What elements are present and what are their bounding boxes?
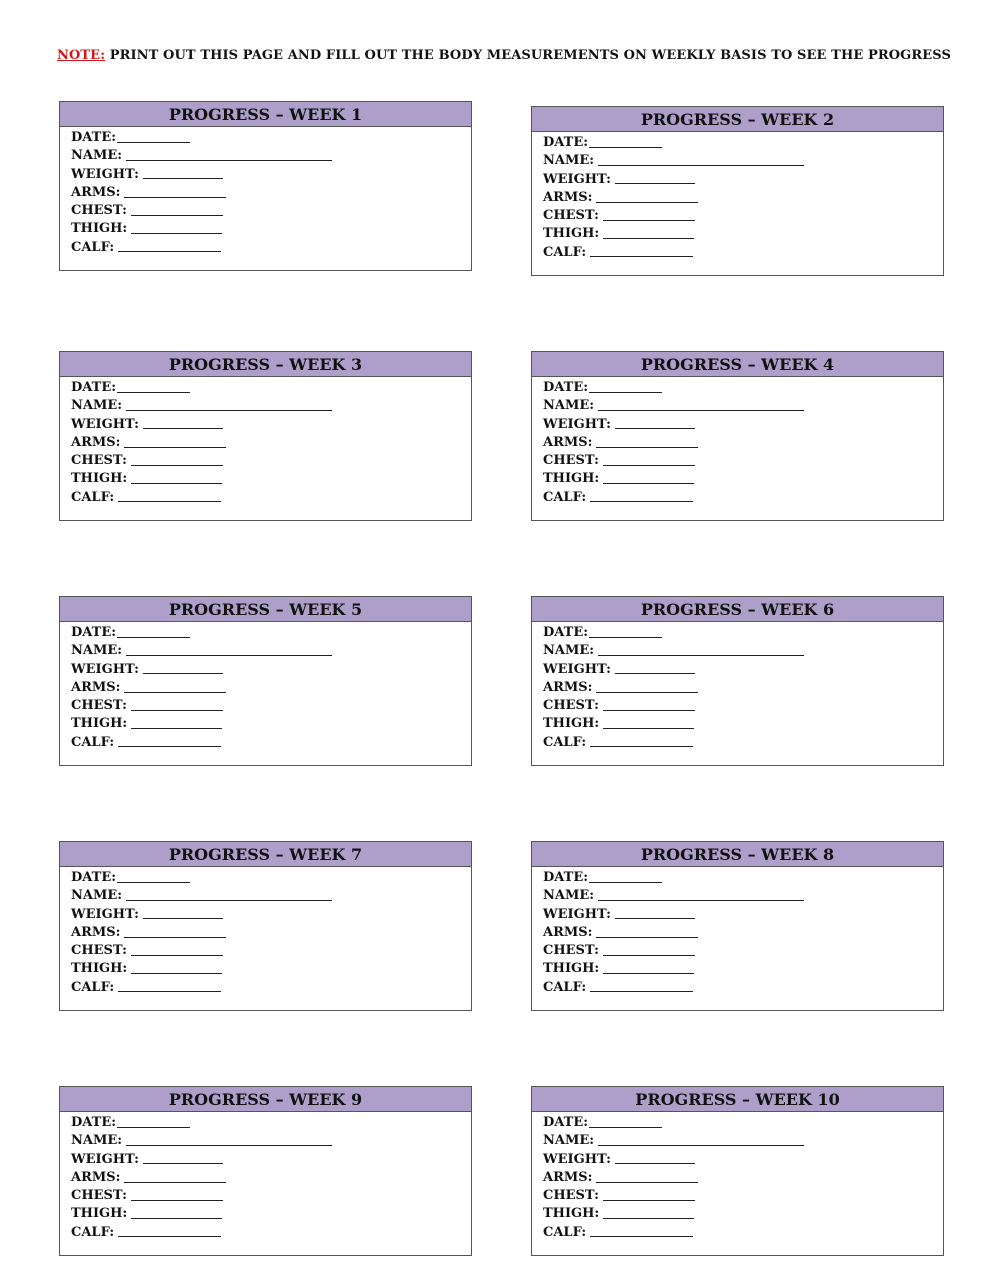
name-blank[interactable] <box>598 888 804 901</box>
name-field[interactable] <box>71 397 471 415</box>
card-title: PROGRESS – WEEK 3 <box>60 352 471 377</box>
chest-field[interactable] <box>543 207 943 225</box>
weight-field[interactable] <box>543 906 943 924</box>
calf-field[interactable] <box>543 489 943 507</box>
date-field[interactable] <box>71 379 471 397</box>
weight-label: WEIGHT: <box>543 906 611 922</box>
thigh-label: THIGH: <box>71 221 128 237</box>
calf-blank[interactable] <box>590 244 693 257</box>
arms-label: ARMS: <box>543 679 593 695</box>
progress-card-week-10 <box>531 1086 944 1256</box>
date-field[interactable] <box>543 379 943 397</box>
chest-field[interactable] <box>71 1187 471 1205</box>
weight-field[interactable] <box>543 1151 943 1169</box>
weight-blank[interactable] <box>615 171 695 184</box>
thigh-field[interactable] <box>71 220 471 238</box>
card-title: PROGRESS – WEEK 9 <box>60 1087 471 1112</box>
calf-field[interactable] <box>71 489 471 507</box>
thigh-field[interactable] <box>71 960 471 978</box>
calf-field[interactable] <box>71 734 471 752</box>
chest-label: CHEST: <box>71 203 127 219</box>
chest-field[interactable] <box>543 697 943 715</box>
weight-blank[interactable] <box>615 1151 695 1164</box>
arms-blank[interactable] <box>124 435 226 448</box>
arms-label: ARMS: <box>543 434 593 450</box>
date-field[interactable] <box>543 1114 943 1132</box>
arms-label: ARMS: <box>71 1169 121 1185</box>
calf-label: CALF: <box>71 239 115 255</box>
thigh-blank[interactable] <box>603 716 694 729</box>
thigh-label: THIGH: <box>543 226 600 242</box>
weight-label: WEIGHT: <box>543 416 611 432</box>
weight-label: WEIGHT: <box>543 171 611 187</box>
arms-field[interactable] <box>71 924 471 942</box>
name-blank[interactable] <box>126 398 332 411</box>
chest-label: CHEST: <box>71 698 127 714</box>
name-field[interactable] <box>543 152 943 170</box>
name-blank[interactable] <box>598 1133 804 1146</box>
thigh-blank[interactable] <box>603 1206 694 1219</box>
chest-field[interactable] <box>71 452 471 470</box>
arms-blank[interactable] <box>596 435 698 448</box>
thigh-label: THIGH: <box>543 471 600 487</box>
chest-field[interactable] <box>543 452 943 470</box>
arms-field[interactable] <box>543 924 943 942</box>
chest-label: CHEST: <box>71 943 127 959</box>
date-field[interactable] <box>71 624 471 642</box>
arms-label: ARMS: <box>71 434 121 450</box>
name-label: NAME: <box>71 888 123 904</box>
name-label: NAME: <box>71 643 123 659</box>
chest-field[interactable] <box>71 942 471 960</box>
progress-card-week-6 <box>531 596 944 766</box>
name-label: NAME: <box>543 398 595 414</box>
weight-label: WEIGHT: <box>71 166 139 182</box>
name-blank[interactable] <box>598 153 804 166</box>
weight-blank[interactable] <box>143 416 223 429</box>
chest-blank[interactable] <box>603 698 695 711</box>
date-blank[interactable] <box>589 135 662 148</box>
name-field[interactable] <box>71 887 471 905</box>
name-label: NAME: <box>71 398 123 414</box>
chest-label: CHEST: <box>543 698 599 714</box>
calf-blank[interactable] <box>590 489 693 502</box>
chest-blank[interactable] <box>131 943 223 956</box>
date-field[interactable] <box>543 134 943 152</box>
arms-field[interactable] <box>71 679 471 697</box>
date-label: DATE: <box>543 625 589 640</box>
thigh-blank[interactable] <box>131 716 222 729</box>
progress-card-week-2 <box>531 106 944 276</box>
date-blank[interactable] <box>117 1115 190 1128</box>
date-blank[interactable] <box>117 625 190 638</box>
thigh-blank[interactable] <box>131 221 222 234</box>
calf-label: CALF: <box>543 734 587 750</box>
name-label: NAME: <box>543 888 595 904</box>
name-label: NAME: <box>543 153 595 169</box>
chest-label: CHEST: <box>71 1188 127 1204</box>
calf-label: CALF: <box>543 1224 587 1240</box>
note-text: PRINT OUT THIS PAGE AND FILL OUT THE BODY MEASUREMENTS ON WEEKLY BASIS TO SEE THE PROGRESS <box>105 48 951 63</box>
arms-blank[interactable] <box>596 190 698 203</box>
name-label: NAME: <box>543 643 595 659</box>
name-blank[interactable] <box>126 643 332 656</box>
note-label: NOTE: <box>57 48 106 63</box>
date-blank[interactable] <box>589 870 662 883</box>
thigh-field[interactable] <box>543 1205 943 1223</box>
date-label: DATE: <box>543 380 589 395</box>
thigh-label: THIGH: <box>543 961 600 977</box>
arms-field[interactable] <box>543 189 943 207</box>
arms-label: ARMS: <box>543 1169 593 1185</box>
name-field[interactable] <box>71 1132 471 1150</box>
arms-field[interactable] <box>543 434 943 452</box>
name-field[interactable] <box>543 642 943 660</box>
date-label: DATE: <box>543 870 589 885</box>
weight-label: WEIGHT: <box>543 1151 611 1167</box>
thigh-label: THIGH: <box>71 471 128 487</box>
calf-blank[interactable] <box>118 239 221 252</box>
thigh-label: THIGH: <box>543 716 600 732</box>
weight-label: WEIGHT: <box>71 1151 139 1167</box>
calf-field[interactable] <box>543 979 943 997</box>
thigh-blank[interactable] <box>131 1206 222 1219</box>
chest-label: CHEST: <box>543 1188 599 1204</box>
weight-field[interactable] <box>71 661 471 679</box>
card-title: PROGRESS – WEEK 8 <box>532 842 943 867</box>
thigh-field[interactable] <box>71 1205 471 1223</box>
weight-field[interactable] <box>71 416 471 434</box>
date-blank[interactable] <box>589 1115 662 1128</box>
chest-blank[interactable] <box>131 1188 223 1201</box>
weight-blank[interactable] <box>143 661 223 674</box>
date-label: DATE: <box>71 1115 117 1130</box>
weight-blank[interactable] <box>143 166 223 179</box>
date-blank[interactable] <box>117 380 190 393</box>
name-field[interactable] <box>543 1132 943 1150</box>
arms-field[interactable] <box>543 679 943 697</box>
calf-label: CALF: <box>71 489 115 505</box>
date-blank[interactable] <box>589 625 662 638</box>
calf-label: CALF: <box>71 1224 115 1240</box>
weight-blank[interactable] <box>615 416 695 429</box>
weight-label: WEIGHT: <box>543 661 611 677</box>
arms-blank[interactable] <box>124 185 226 198</box>
thigh-blank[interactable] <box>131 961 222 974</box>
calf-blank[interactable] <box>118 734 221 747</box>
arms-field[interactable] <box>543 1169 943 1187</box>
thigh-field[interactable] <box>71 715 471 733</box>
chest-blank[interactable] <box>131 453 223 466</box>
chest-label: CHEST: <box>543 453 599 469</box>
date-blank[interactable] <box>117 130 190 143</box>
calf-blank[interactable] <box>118 1224 221 1237</box>
chest-label: CHEST: <box>543 943 599 959</box>
weight-blank[interactable] <box>143 1151 223 1164</box>
date-blank[interactable] <box>589 380 662 393</box>
progress-card-week-7 <box>59 841 472 1011</box>
calf-field[interactable] <box>71 1224 471 1242</box>
date-field[interactable] <box>71 129 471 147</box>
card-title: PROGRESS – WEEK 7 <box>60 842 471 867</box>
arms-field[interactable] <box>71 1169 471 1187</box>
calf-field[interactable] <box>71 239 471 257</box>
card-title: PROGRESS – WEEK 1 <box>60 102 471 127</box>
weight-blank[interactable] <box>615 906 695 919</box>
name-field[interactable] <box>71 147 471 165</box>
progress-card-week-9 <box>59 1086 472 1256</box>
chest-field[interactable] <box>543 1187 943 1205</box>
card-title: PROGRESS – WEEK 10 <box>532 1087 943 1112</box>
weight-field[interactable] <box>543 416 943 434</box>
page-note <box>57 48 951 63</box>
arms-label: ARMS: <box>71 679 121 695</box>
thigh-label: THIGH: <box>71 961 128 977</box>
weight-field[interactable] <box>543 661 943 679</box>
name-label: NAME: <box>543 1133 595 1149</box>
weight-blank[interactable] <box>143 906 223 919</box>
weight-blank[interactable] <box>615 661 695 674</box>
arms-blank[interactable] <box>124 925 226 938</box>
thigh-blank[interactable] <box>603 961 694 974</box>
weight-field[interactable] <box>71 1151 471 1169</box>
thigh-label: THIGH: <box>71 1206 128 1222</box>
chest-blank[interactable] <box>603 1188 695 1201</box>
name-label: NAME: <box>71 1133 123 1149</box>
chest-field[interactable] <box>543 942 943 960</box>
arms-blank[interactable] <box>596 1170 698 1183</box>
date-field[interactable] <box>71 1114 471 1132</box>
weight-label: WEIGHT: <box>71 906 139 922</box>
calf-field[interactable] <box>543 1224 943 1242</box>
thigh-field[interactable] <box>543 225 943 243</box>
thigh-blank[interactable] <box>603 226 694 239</box>
arms-blank[interactable] <box>124 680 226 693</box>
date-label: DATE: <box>71 380 117 395</box>
chest-blank[interactable] <box>131 203 223 216</box>
progress-card-week-8 <box>531 841 944 1011</box>
thigh-label: THIGH: <box>71 716 128 732</box>
thigh-field[interactable] <box>543 960 943 978</box>
name-field[interactable] <box>71 642 471 660</box>
chest-blank[interactable] <box>131 698 223 711</box>
progress-card-week-5 <box>59 596 472 766</box>
calf-blank[interactable] <box>118 979 221 992</box>
calf-label: CALF: <box>71 734 115 750</box>
calf-field[interactable] <box>71 979 471 997</box>
arms-label: ARMS: <box>543 189 593 205</box>
calf-label: CALF: <box>543 244 587 260</box>
arms-label: ARMS: <box>71 924 121 940</box>
name-field[interactable] <box>543 887 943 905</box>
arms-field[interactable] <box>71 434 471 452</box>
arms-label: ARMS: <box>543 924 593 940</box>
card-title: PROGRESS – WEEK 2 <box>532 107 943 132</box>
name-blank[interactable] <box>598 398 804 411</box>
chest-field[interactable] <box>71 202 471 220</box>
progress-card-week-1 <box>59 101 472 271</box>
thigh-field[interactable] <box>543 715 943 733</box>
date-label: DATE: <box>543 1115 589 1130</box>
weight-label: WEIGHT: <box>71 416 139 432</box>
name-field[interactable] <box>543 397 943 415</box>
chest-field[interactable] <box>71 697 471 715</box>
calf-blank[interactable] <box>118 489 221 502</box>
weight-field[interactable] <box>71 906 471 924</box>
calf-label: CALF: <box>543 979 587 995</box>
date-label: DATE: <box>71 870 117 885</box>
date-label: DATE: <box>71 625 117 640</box>
progress-card-week-3 <box>59 351 472 521</box>
card-title: PROGRESS – WEEK 6 <box>532 597 943 622</box>
name-blank[interactable] <box>126 148 332 161</box>
date-blank[interactable] <box>117 870 190 883</box>
name-blank[interactable] <box>126 888 332 901</box>
thigh-field[interactable] <box>71 470 471 488</box>
weight-field[interactable] <box>543 171 943 189</box>
weight-field[interactable] <box>71 166 471 184</box>
name-blank[interactable] <box>126 1133 332 1146</box>
date-field[interactable] <box>543 869 943 887</box>
thigh-blank[interactable] <box>131 471 222 484</box>
calf-label: CALF: <box>543 489 587 505</box>
chest-blank[interactable] <box>603 453 695 466</box>
arms-blank[interactable] <box>596 925 698 938</box>
calf-blank[interactable] <box>590 1224 693 1237</box>
calf-field[interactable] <box>543 734 943 752</box>
thigh-label: THIGH: <box>543 1206 600 1222</box>
weight-label: WEIGHT: <box>71 661 139 677</box>
name-blank[interactable] <box>598 643 804 656</box>
date-label: DATE: <box>543 135 589 150</box>
calf-blank[interactable] <box>590 979 693 992</box>
calf-blank[interactable] <box>590 734 693 747</box>
name-label: NAME: <box>71 148 123 164</box>
arms-blank[interactable] <box>596 680 698 693</box>
chest-label: CHEST: <box>71 453 127 469</box>
thigh-field[interactable] <box>543 470 943 488</box>
chest-label: CHEST: <box>543 208 599 224</box>
arms-field[interactable] <box>71 184 471 202</box>
card-title: PROGRESS – WEEK 5 <box>60 597 471 622</box>
thigh-blank[interactable] <box>603 471 694 484</box>
date-label: DATE: <box>71 130 117 145</box>
progress-card-week-4 <box>531 351 944 521</box>
date-field[interactable] <box>543 624 943 642</box>
calf-label: CALF: <box>71 979 115 995</box>
arms-label: ARMS: <box>71 184 121 200</box>
chest-blank[interactable] <box>603 208 695 221</box>
calf-field[interactable] <box>543 244 943 262</box>
chest-blank[interactable] <box>603 943 695 956</box>
arms-blank[interactable] <box>124 1170 226 1183</box>
card-title: PROGRESS – WEEK 4 <box>532 352 943 377</box>
date-field[interactable] <box>71 869 471 887</box>
